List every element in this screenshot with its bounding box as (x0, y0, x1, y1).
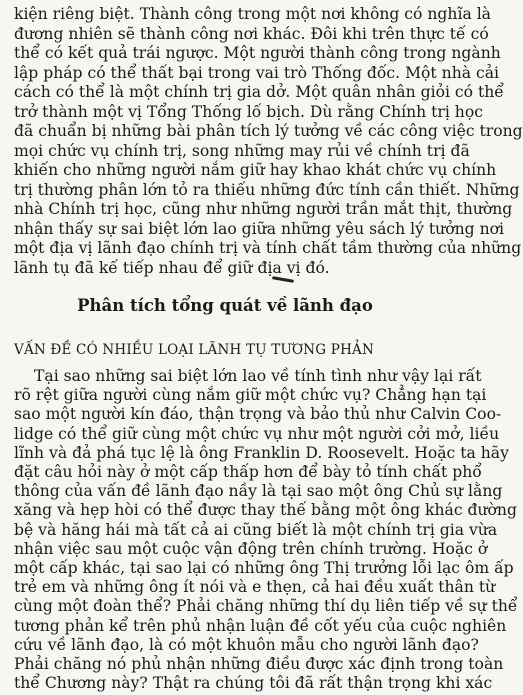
text-line: lidge có thể giữ cùng một chức vụ như một người cởi mở, liều (14, 424, 500, 443)
text-line: bệ và hăng hái mà tất cả ai cũng biết là một chính trị gia vừa (14, 520, 498, 539)
text-line: Phải chăng nó phủ nhận những điều được xác định trong toàn (14, 655, 504, 673)
text-line: kiện riêng biệt. Thành công trong một nơi không có nghĩa là (14, 5, 491, 23)
text-line: nhận việc sau một cuộc vận động trên chính trường. Hoặc ở (14, 539, 488, 558)
text-line: lập pháp có thể thất bại trong vai trò Thống đốc. Một nhà cải (14, 63, 500, 82)
text-line: cùng một đoàn thể? Phải chăng những thí dụ liên tiếp về sự thể (14, 597, 518, 616)
text-line: một cấp khác, tại sao lại có những ông Thị trưởng lỗi lạc ôm ấp (14, 559, 514, 577)
text-line: đã chuẩn bị những bài phân tích lý tưởng về các công việc trong (14, 122, 523, 140)
text-line: thể Chương này? Thật ra chúng tôi đã rất thận trọng khi xác (14, 674, 493, 693)
text-line: lãnh tụ đã kế tiếp nhau để giữ địa vị đó. (14, 258, 330, 277)
text-line: khiến cho những người nắm giữ hay khao khát chức vụ chính (14, 161, 497, 179)
text-line: mọi chức vụ chính trị, song những may rủi về chính trị đã (14, 141, 470, 160)
text-line: sao một người kín đáo, thận trọng và bảo thủ như Calvin Coo- (14, 405, 502, 424)
text-line: trẻ em và những ông ít nói và e thẹn, cả hai đều xuất thân từ (14, 578, 496, 597)
text-line: tương phản kể trên phủ nhận luận đề cốt yếu của cuộc nghiên (14, 616, 507, 635)
text-line: cách có thể là một chính trị gia dở. Một quân nhân giỏi có thể (14, 83, 504, 101)
subheading: VẤN ĐỀ CÓ NHIỀU LOẠI LÃNH TỤ TƯƠNG PHẢN (14, 342, 374, 358)
text-line: cứu về lãnh đạo, là có một khuôn mẫu cho người lãnh đạo? (14, 635, 479, 654)
text-line: rõ rệt giữa người cùng nắm giữ một chức vụ? Chẳng hạn tại (14, 386, 487, 405)
text-line: thông của vấn đề lãnh đạo nầy là tại sao một ông Chủ sự lằng (14, 482, 503, 501)
text-line: xăng và hẹp hòi có thể được thay thế bằng một ông khác đường (14, 501, 517, 520)
text-line: đặt câu hỏi này ở một cấp thấp hơn để bày tỏ tính chất phổ (14, 463, 482, 481)
text-line: lĩnh và đả phá tục lệ là ông Franklin D. Roosevelt. Hoặc ta hãy (14, 443, 509, 462)
text-line: một địa vị lãnh đạo chính trị và tính chất tầm thường của những (14, 239, 522, 257)
text-line: trở thành một vị Tổng Thống lố bịch. Dù rằng Chính trị học (14, 102, 483, 121)
text-line: đương nhiên sẽ thành công nơi khác. Đôi khi trên thực tế có (14, 24, 489, 43)
text-line: thể có kết quả trái ngược. Một người thành công trong ngành (14, 44, 501, 62)
section-heading: Phân tích tổng quát về lãnh đạo (77, 296, 373, 315)
text-line: nhận thấy sự sai biệt lớn lao giữa những yêu sách lý tưởng nơi (14, 219, 504, 238)
text-line: trị thường phân lớn tỏ ra thiếu những đức tính cần thiết. Những (14, 180, 520, 199)
text-line: Tại sao những sai biệt lớn lao về tính tình như vậy lại rất (34, 367, 482, 385)
text-line: nhà Chính trị học, cũng như những người trần mắt thịt, thường (14, 200, 513, 218)
